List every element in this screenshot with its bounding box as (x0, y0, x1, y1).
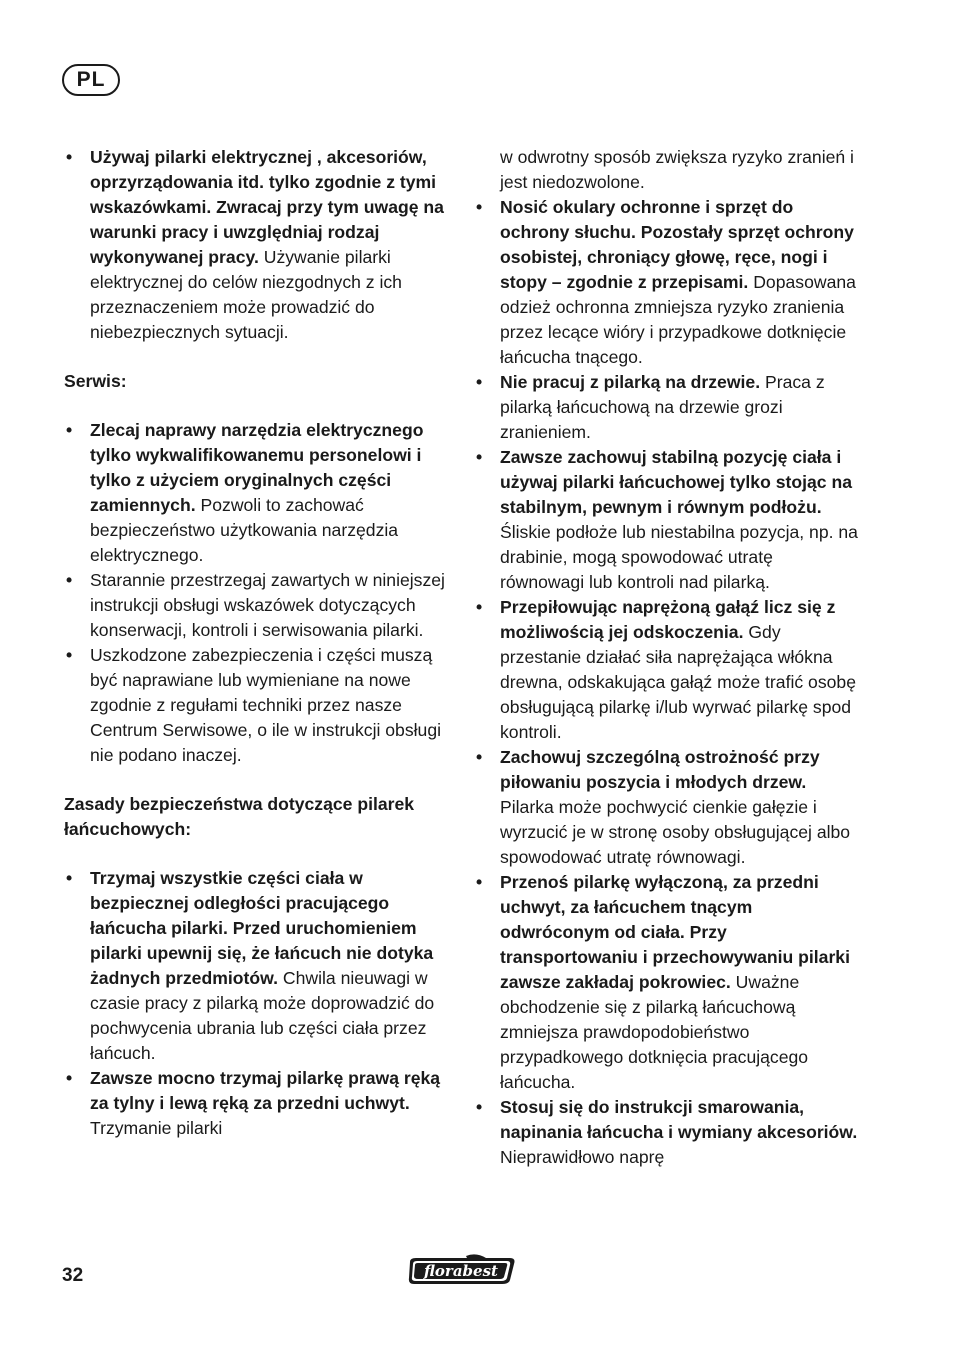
section-heading-chainsaw: Zasady bezpieczeństwa dotyczące pilarek łańcuchowych: (64, 794, 415, 839)
list-item (474, 745, 860, 870)
item-bold-text: Zawsze zachowuj stabilną pozycję ciała i używaj pilarki łańcuchowej tylko stojąc na stabilnym, pewnym i równym podłożu. (500, 447, 852, 517)
section-heading-service: Serwis: (64, 371, 127, 391)
list-item (474, 1095, 860, 1170)
bullet-dot: • (66, 868, 73, 888)
left-column (64, 145, 448, 1141)
item-bold-text: Przepiłowując naprężoną gałąź licz się z możliwością jej odskoczenia. (500, 597, 836, 642)
list-item (64, 866, 448, 1066)
item-text: Śliskie podłoże lub niestabilna pozycja, np. na drabinie, mogą spowodować utratę równowagi lub kontroli nad pilarką. (500, 522, 858, 592)
right-column (474, 145, 860, 1170)
list-item (474, 870, 860, 1095)
item-bold-text: Zlecaj naprawy narzędzia elektrycznego tylko wykwalifikowanemu personelowi i tylko z użyciem oryginalnych części zamiennych. (90, 420, 424, 515)
item-text: Używanie pilarki elektrycznej do celów niezgodnych z ich przeznaczeniem może prowadzić do niebezpiecznych sytuacji. (90, 247, 402, 342)
item-text: Starannie przestrzegaj zawartych w niniejszej instrukcji obsługi wskazówek dotyczących konserwacji, kontroli i serwisowania pilarki. (90, 570, 445, 640)
logo-text: florabest (424, 1262, 498, 1280)
list-item (64, 145, 448, 345)
bullet-dot: • (476, 447, 483, 467)
item-text: Trzymanie pilarki (90, 1118, 223, 1138)
bullet-dot: • (476, 872, 483, 892)
page-number: 32 (62, 1265, 84, 1286)
list-item (474, 370, 860, 445)
list-item (474, 195, 860, 370)
bullet-dot: • (476, 372, 483, 392)
item-text: Dopasowana odzież ochronna zmniejsza ryzyko zranienia przez lecące wióry i przypadkowe dotknięcie łańcucha tnącego. (500, 272, 856, 367)
bullet-dot: • (476, 1097, 483, 1117)
bullet-dot: • (66, 645, 73, 665)
item-bold-text: Używaj pilarki elektrycznej , akcesoriów, oprzyrządowania itd. tylko zgodnie z tymi wskazówkami. Zwracaj przy tym uwagę na warunki pracy i uwzględniaj rodzaj wykonywanej pracy. (90, 147, 444, 267)
item-text: Praca z pilarką łańcuchową na drzewie grozi zranieniem. (500, 372, 825, 442)
bullet-dot: • (476, 197, 483, 217)
item-bold-text: Stosuj się do instrukcji smarowania, napinania łańcucha i wymiany akcesoriów. (500, 1097, 858, 1142)
item-bold-text: Nosić okulary ochronne i sprzęt do ochrony słuchu. Pozostały sprzęt ochrony osobistej, chroniący głowę, ręce, nogi i stopy – zgodnie z przepisami. (500, 197, 854, 292)
list-item (474, 445, 860, 595)
item-bold-text: Przenoś pilarkę wyłączoną, za przedni uchwyt, za łańcuchem tnącym odwróconym od ciała. Przy transportowaniu i przechowywaniu pilarki zawsze zakładaj pokrowiec. (500, 872, 850, 992)
item-text: Nieprawidłowo naprę (500, 1147, 665, 1167)
item-text: Uważne obchodzenie się z pilarką łańcuchową zmniejsza prawdopodobieństwo przypadkowego dotknięcia pracującego łańcucha. (500, 972, 809, 1092)
list-item (64, 418, 448, 568)
florabest-logo (406, 1254, 518, 1288)
continued-text (474, 145, 860, 195)
item-text: Gdy przestanie działać siła naprężająca włókna drewna, odskakująca gałąź może trafić osobę obsługującą pilarkę i/lub wyrwać pilarkę spod kontroli. (500, 622, 856, 742)
item-text: Chwila nieuwagi w czasie pracy z pilarką może doprowadzić do pochwycenia ubrania lub części ciała przez łańcuch. (90, 968, 435, 1063)
bullet-dot: • (66, 1068, 73, 1088)
language-badge (62, 64, 120, 96)
item-bold-text: Zachowuj szczególną ostrożność przy piłowaniu poszycia i młodych drzew. (500, 747, 820, 792)
language-code: PL (76, 68, 106, 91)
list-item (64, 643, 448, 768)
item-bold-text: Trzymaj wszystkie części ciała w bezpiecznej odległości pracującego łańcucha pilarki. Przed uruchomieniem pilarki upewnij się, że łańcuch nie dotyka żadnych przedmiotów. (90, 868, 434, 988)
item-text: w odwrotny sposób zwiększa ryzyko zranień i jest niedozwolone. (500, 147, 854, 192)
bullet-dot: • (66, 420, 73, 440)
bullet-dot: • (476, 747, 483, 767)
bullet-dot: • (476, 597, 483, 617)
item-bold-text: Nie pracuj z pilarką na drzewie. (500, 372, 761, 392)
list-item (64, 568, 448, 643)
item-bold-text: Zawsze mocno trzymaj pilarkę prawą ręką za tylny i lewą ręką za przedni uchwyt. (90, 1068, 441, 1113)
list-item (64, 1066, 448, 1141)
bullet-dot: • (66, 147, 73, 167)
item-text: Uszkodzone zabezpieczenia i części muszą być naprawiane lub wymieniane na nowe zgodnie z regułami techniki przez nasze Centrum Serwisowe, o ile w instrukcji obsługi nie podano inaczej. (90, 645, 442, 765)
item-text: Pozwoli to zachować bezpieczeństwo użytkowania narzędzia elektrycznego. (90, 495, 399, 565)
bullet-dot: • (66, 570, 73, 590)
item-text: Pilarka może pochwycić cienkie gałęzie i wyrzucić je w stronę osoby obsługującej albo spowodować utratę równowagi. (500, 797, 851, 867)
list-item (474, 595, 860, 745)
